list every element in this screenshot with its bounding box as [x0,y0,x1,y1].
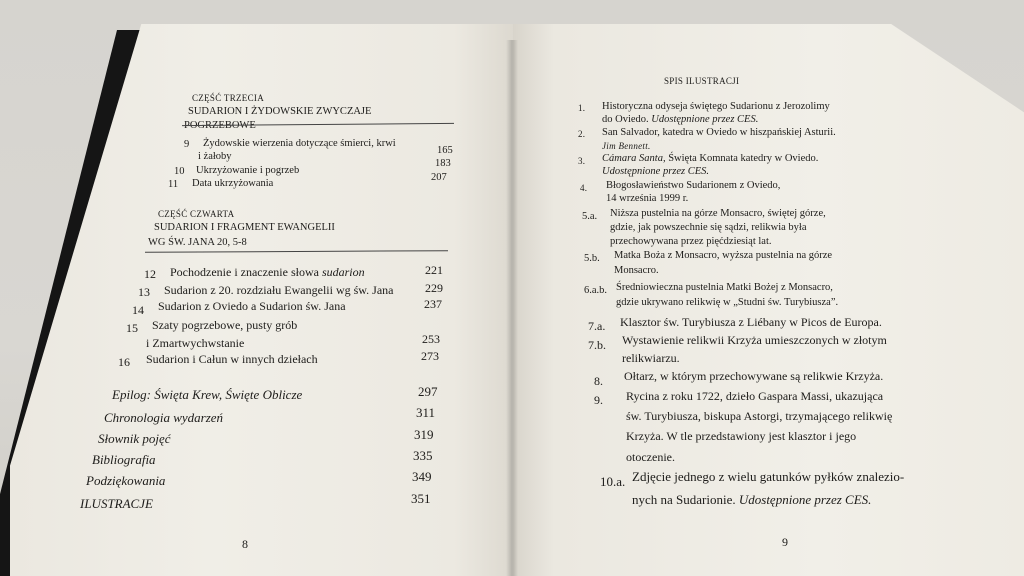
illustration-caption-cont: Monsacro. [614,265,659,276]
illustration-caption: San Salvador, katedra w Oviedo w hiszpańskiej Asturii. [602,127,836,138]
illustration-num: 8. [594,374,603,388]
illustration-caption-cont: 14 września 1999 r. [606,193,689,204]
illustration-credit: Udostępnione przez CES. [602,166,710,177]
toc-entry-page: 221 [425,263,443,277]
illustration-num: 7.a. [588,319,606,333]
toc-glossary-page: 319 [414,427,434,442]
toc-entry-title: Sudarion i Całun w innych dziełach [146,352,318,366]
illustration-caption: Niższa pustelnia na górze Monsacro, świętej górze, [610,208,826,219]
toc-entry-title: Data ukrzyżowania [192,178,274,189]
toc-entry-num: 16 [118,355,130,369]
toc-glossary: Słownik pojęć [98,431,171,446]
toc-entry-num: 15 [126,321,138,335]
part4-label: CZĘŚĆ CZWARTA [158,209,235,219]
illustration-caption-cont: przechowywana przez pięćdziesiąt lat. [610,236,772,247]
toc-acknowledgements-page: 349 [412,469,432,484]
illustration-caption-cont: do Oviedo. Udostępnione przez CES. [602,114,759,125]
toc-acknowledgements: Podziękowania [86,473,166,488]
toc-epilog-page: 297 [418,384,438,399]
toc-entry-page: 237 [424,297,442,311]
illustration-caption: Błogosławieństwo Sudarionem z Oviedo, [606,180,781,191]
toc-entry-title: Pochodzenie i znaczenie słowa sudarion [170,265,365,279]
illustration-num: 3. [578,156,586,166]
toc-entry-page: 253 [422,332,440,346]
toc-entry-title: Sudarion z 20. rozdziału Ewangelii wg św. Jana [164,283,394,297]
toc-entry-page: 165 [437,145,453,156]
toc-entry-title-cont: i żałoby [198,151,232,162]
illustration-caption: Rycina z roku 1722, dzieło Gaspara Massi, ukazująca [626,389,884,403]
toc-entry-title-cont: i Zmartwychwstanie [146,336,245,350]
toc-entry-num: 10 [174,166,185,177]
illustration-num: 5.a. [582,211,598,222]
part4-title-line1: SUDARION I FRAGMENT EWANGELII [154,222,335,233]
page-number-left: 8 [242,537,248,551]
illustration-caption: Cámara Santa, Święta Komnata katedry w Oviedo. [602,153,819,164]
toc-entry-page: 183 [435,158,451,169]
illustration-caption: Średniowieczna pustelnia Matki Bożej z Monsacro, [616,282,833,293]
illustration-num: 9. [594,393,603,407]
toc-entry-title: Żydowskie wierzenia dotyczące śmierci, krwi [203,138,396,149]
illustration-caption-cont: otoczenie. [626,450,675,464]
toc-illustrations: ILUSTRACJE [80,496,153,511]
toc-entry-num: 9 [184,139,190,150]
illustration-num: 7.b. [588,338,606,352]
toc-entry-num: 13 [138,285,150,299]
illustration-caption-cont: nych na Sudarionie. Udostępnione przez CES. [632,492,872,507]
toc-bibliography: Bibliografia [92,452,156,467]
illustration-credit: Jim Bennett. [602,141,651,151]
toc-entry-num: 11 [168,179,179,190]
illustration-num: 1. [578,103,586,113]
illustration-caption-cont: gdzie ukrywano relikwię w „Studni św. Turybiusza”. [616,297,839,308]
book-gutter [506,40,518,576]
illustration-caption-cont: relikwiarzu. [622,351,680,365]
toc-chronology-page: 311 [416,405,436,420]
part4-title-line2: WG ŚW. JANA 20, 5-8 [148,237,247,248]
toc-bibliography-page: 335 [413,448,433,463]
toc-entry-title: Sudarion z Oviedo a Sudarion św. Jana [158,299,346,313]
illustration-num: 2. [578,129,586,139]
toc-chronology: Chronologia wydarzeń [104,410,224,425]
toc-entry-page: 273 [421,349,439,363]
list-of-illustrations-heading: SPIS ILUSTRACJI [664,76,740,86]
part3-title-line1: SUDARION I ŻYDOWSKIE ZWYCZAJE [188,106,372,117]
toc-entry-num: 14 [132,303,144,317]
toc-illustrations-page: 351 [411,491,431,506]
illustration-caption: Ołtarz, w którym przechowywane są relikwie Krzyża. [624,369,884,383]
illustration-caption: Wystawienie relikwii Krzyża umieszczonych w złotym [622,333,887,347]
illustration-num: 6.a.b. [584,285,608,296]
toc-entry-num: 12 [144,267,156,281]
illustration-caption: Klasztor św. Turybiusza z Liébany w Picos de Europa. [620,315,882,329]
page-number-right: 9 [782,535,788,549]
illustration-caption: Zdjęcie jednego z wielu gatunków pyłków znalezio- [632,469,905,484]
illustration-caption-cont: Krzyża. W tle przedstawiony jest klasztor i jego [626,429,857,443]
toc-entry-title: Szaty pogrzebowe, pusty grób [152,318,298,332]
illustration-num: 5.b. [584,253,600,264]
illustration-num: 10.a. [600,474,626,489]
illustration-num: 4. [580,183,588,193]
illustration-caption: Historyczna odyseja świętego Sudarionu z Jerozolimy [602,101,830,112]
part3-label: CZĘŚĆ TRZECIA [192,93,264,103]
illustration-caption-cont: gdzie, jak powszechnie się sądzi, relikwia była [610,222,807,233]
illustration-caption: Matka Boża z Monsacro, wyższa pustelnia na górze [614,250,833,261]
toc-entry-page: 229 [425,281,443,295]
toc-epilog: Epilog: Święta Krew, Święte Oblicze [112,387,303,402]
toc-entry-title: Ukrzyżowanie i pogrzeb [196,165,300,176]
toc-entry-page: 207 [431,172,447,183]
illustration-caption-cont: św. Turybiusza, biskupa Astorgi, trzymającego relikwię [626,409,893,423]
